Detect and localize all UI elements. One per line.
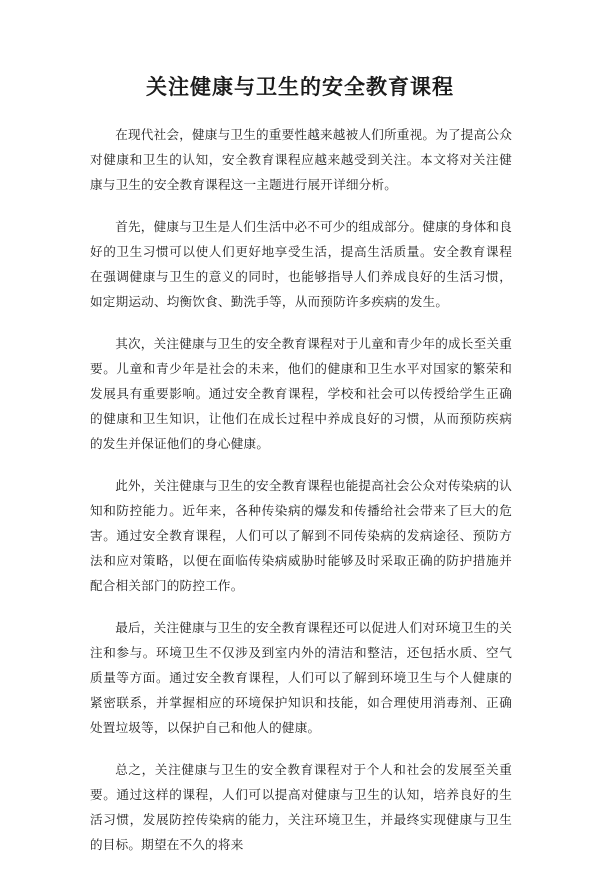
paragraph-conclusion: 总之，关注健康与卫生的安全教育课程对于个人和社会的发展至关重要。通过这样的课程，人们可以提高对健康与卫生的认知，培养良好的生活习惯，发展防控传染病的能力，关注环境卫生，并最终实现健康与卫生的目标。期望在不久的将来: [90, 762, 512, 852]
paragraph-first: 首先，健康与卫生是人们生活中必不可少的组成部分。健康的身体和良好的卫生习惯可以使人们更好地享受生活，提高生活质量。安全教育课程在强调健康与卫生的意义的同时，也能够指导人们养成良好的生活习惯，如定期运动、均衡饮食、勤洗手等，从而预防许多疾病的发生。: [90, 219, 512, 309]
document-body: [90, 122, 512, 874]
document-title: 关注健康与卫生的安全教育课程: [146, 75, 454, 99]
paragraph-intro: 在现代社会，健康与卫生的重要性越来越被人们所重视。为了提高公众对健康和卫生的认知，安全教育课程应越来越受到关注。本文将对关注健康与卫生的安全教育课程这一主题进行展开详细分析。: [90, 127, 512, 192]
paragraph-third: 此外，关注健康与卫生的安全教育课程也能提高社会公众对传染病的认知和防控能力。近年来，各种传染病的爆发和传播给社会带来了巨大的危害。通过安全教育课程，人们可以了解到不同传染病的发病途径、预防方法和应对策略，以便在面临传染病威胁时能够及时采取正确的防护措施并配合相关部门的防控工作。: [90, 478, 512, 593]
paragraph-second: 其次，关注健康与卫生的安全教育课程对于儿童和青少年的成长至关重要。儿童和青少年是社会的未来，他们的健康和卫生水平对国家的繁荣和发展具有重要影响。通过安全教育课程，学校和社会可以传授给学生正确的健康和卫生知识，让他们在成长过程中养成良好的习惯，从而预防疾病的发生并保证他们的身心健康。: [90, 336, 512, 451]
paragraph-fourth: 最后，关注健康与卫生的安全教育课程还可以促进人们对环境卫生的关注和参与。环境卫生不仅涉及到室内外的清洁和整洁，还包括水质、空气质量等方面。通过安全教育课程，人们可以了解到环境卫生与个人健康的紧密联系，并掌握相应的环境保护知识和技能，如合理使用消毒剂、正确处置垃圾等，以保护自己和他人的健康。: [90, 620, 512, 735]
